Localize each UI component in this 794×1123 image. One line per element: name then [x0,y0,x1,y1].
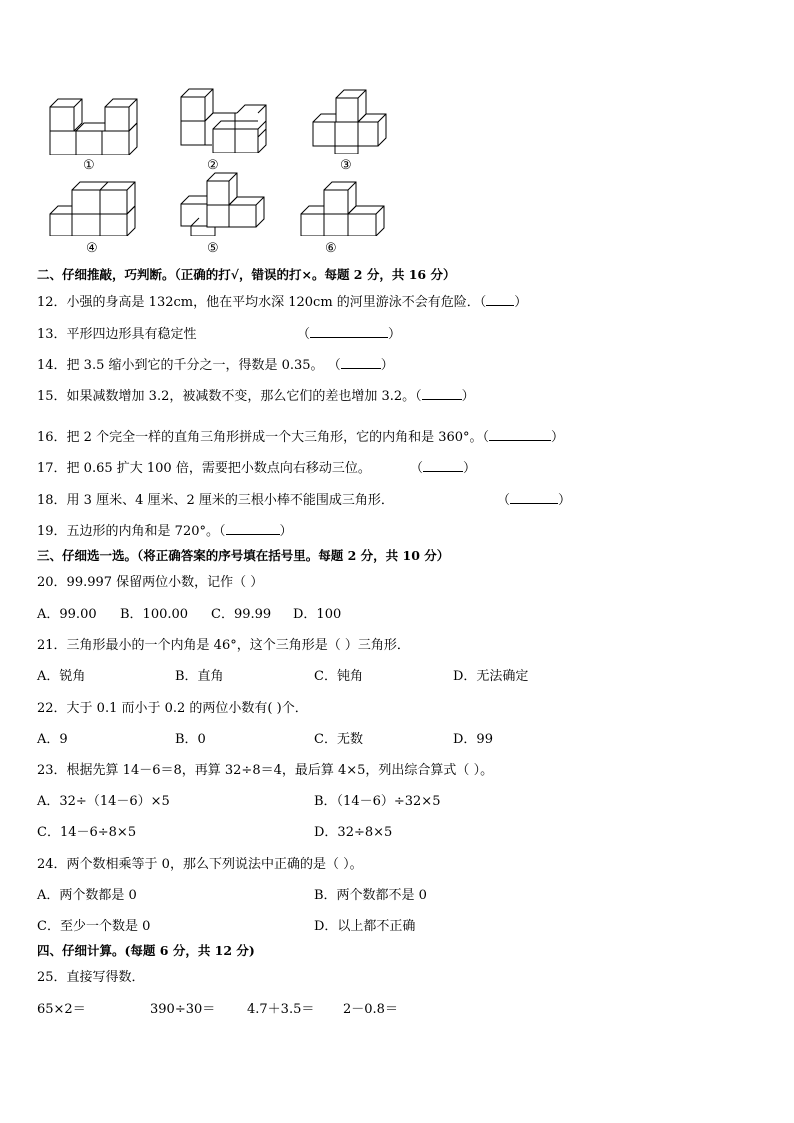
question-20-option-a[interactable]: A．99.00 [37,607,97,622]
question-25-stem: 25．直接写得数． [37,970,145,985]
question-18-answer [497,489,571,508]
question-23-option-c[interactable]: C．14－6÷8×5 [37,825,137,840]
figure-2-label: ② [207,158,219,173]
answer-blank-13[interactable] [310,325,388,338]
question-15-close: ） [461,389,475,404]
question-19 [37,520,293,539]
question-21-option-a[interactable]: A．锐角 [37,669,86,684]
figure-1 [45,93,140,155]
question-15 [37,385,475,404]
question-23-option-a[interactable]: A．32÷（14－6）×5 [37,794,170,809]
question-24-option-c[interactable]: C．至少一个数是 0 [37,919,151,934]
figure-6 [298,180,388,236]
section-3-heading: 三、仔细选一选。（将正确答案的序号填在括号里。每题 2 分，共 10 分） [37,548,450,563]
question-20-option-c[interactable]: C．99.99 [211,607,272,622]
figure-1-label: ① [83,158,95,173]
question-17 [37,457,371,476]
answer-blank-17[interactable] [423,459,463,472]
question-21-option-b[interactable]: B．直角 [175,669,224,684]
figure-2 [178,88,270,153]
question-20-option-b[interactable]: B．100.00 [120,607,189,622]
figure-3 [310,88,390,154]
answer-blank-12[interactable] [486,293,514,306]
question-15-text: 15．如果减数增加 3.2，被减数不变，那么它们的差也增加 3.2。（ [37,389,422,404]
question-18 [37,489,394,508]
question-22-option-c[interactable]: C．无数 [314,732,363,747]
question-16-close: ） [551,430,565,445]
figure-5-label: ⑤ [207,241,219,256]
question-23-stem: 23．根据先算 14－6＝8，再算 32÷8＝4，最后算 4×5，列出综合算式（ ）。 [37,763,494,778]
question-18-close: ） [558,493,572,508]
question-16-text: 16．把 2 个完全一样的直角三角形拼成一个大三角形，它的内角和是 360°。（ [37,430,490,445]
question-20-option-d[interactable]: D．100 [293,607,342,622]
question-22-option-a[interactable]: A．9 [37,732,68,747]
question-23-option-b[interactable]: B．（14－6）÷32×5 [314,794,441,809]
question-13 [37,323,197,342]
question-14-text: 14．把 3.5 缩小到它的千分之一，得数是 0.35。 （ [37,358,341,373]
question-17-text: 17．把 0.65 扩大 100 倍，需要把小数点向右移动三位。 [37,461,371,476]
question-13-open: （ [297,327,311,342]
question-21-stem: 21．三角形最小的一个内角是 46°，这个三角形是（ ）三角形． [37,638,410,653]
answer-blank-14[interactable] [341,356,381,369]
question-13-close: ） [388,327,402,342]
question-24-stem: 24．两个数相乘等于 0，那么下列说法中正确的是（ ）。 [37,857,363,872]
question-16 [37,426,564,445]
figure-3-label: ③ [340,158,352,173]
question-17-answer [410,457,476,476]
question-13-text: 13．平形四边形具有稳定性 [37,327,197,342]
question-21-option-d[interactable]: D．无法确定 [453,669,529,684]
question-12-text: 12．小强的身高是 132cm，他在平均水深 120cm 的河里游泳不会有危险．（ [37,295,487,310]
figure-4 [45,180,140,236]
calc-expr-3: 4.7＋3.5＝ [247,1002,315,1017]
calc-expr-1: 65×2＝ [37,1002,86,1017]
answer-blank-18[interactable] [510,491,558,504]
answer-blank-19[interactable] [226,522,280,535]
question-14-close: ） [380,358,394,373]
question-24-option-b[interactable]: B．两个数都不是 0 [314,888,427,903]
question-24-option-a[interactable]: A．两个数都是 0 [37,888,137,903]
question-21-option-c[interactable]: C．钝角 [314,669,363,684]
question-12-close: ） [514,295,528,310]
question-17-close: ） [463,461,477,476]
question-19-close: ） [279,524,293,539]
question-18-open: （ [497,493,511,508]
question-20-stem: 20．99.997 保留两位小数，记作（ ） [37,575,264,590]
answer-blank-15[interactable] [422,387,462,400]
question-22-option-b[interactable]: B．0 [175,732,206,747]
section-2-heading: 二、仔细推敲，巧判断。（正确的打√，错误的打×。每题 2 分，共 16 分） [37,267,456,282]
question-19-text: 19．五边形的内角和是 720°。（ [37,524,226,539]
question-18-text: 18．用 3 厘米、4 厘米、2 厘米的三根小棒不能围成三角形． [37,493,394,508]
question-23-option-d[interactable]: D．32÷8×5 [314,825,393,840]
calc-expr-4: 2－0.8＝ [343,1002,398,1017]
figure-6-label: ⑥ [325,241,337,256]
question-24-option-d[interactable]: D．以上都不正确 [314,919,416,934]
question-22-stem: 22．大于 0.1 而小于 0.2 的两位小数有( )个． [37,701,308,716]
question-12 [37,291,527,310]
answer-blank-16[interactable] [489,428,551,441]
calc-expr-2: 390÷30＝ [150,1002,216,1017]
question-14 [37,354,394,373]
figure-5 [178,172,268,236]
section-4-heading: 四、仔细计算。(每题 6 分，共 12 分) [37,943,255,958]
question-17-open: （ [410,461,424,476]
question-22-option-d[interactable]: D．99 [453,732,493,747]
question-13-answer [297,323,401,342]
figure-4-label: ④ [86,241,98,256]
